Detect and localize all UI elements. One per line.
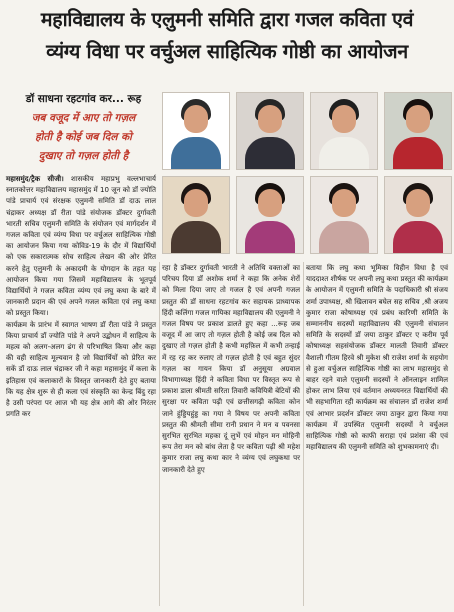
headline-line-1: महाविद्यालय के एलुमनी समिति द्वारा गजल कविता एवं bbox=[40, 8, 414, 31]
column-divider bbox=[303, 262, 304, 606]
portrait-photo bbox=[384, 176, 452, 254]
pull-quote-line-2: जब वजूद में आए तो गज़ल bbox=[31, 112, 136, 124]
portrait-photo bbox=[236, 176, 304, 254]
headline bbox=[6, 4, 448, 68]
pull-quote bbox=[12, 90, 155, 166]
article-column-3: बताया कि लघु कथा भूमिका विहीन विधा है एवं याददाश्त शीर्षक पर अपनी लघु कथा प्रस्तुत की कार्यक्रम के आयोजन में एलुमनी समिति के पदाधिकारी श्री संजय शर्मा उपाध्यक्ष, श्री खिलावन बघेल सह सचिव ,श्री अजय कुमार राजा कोषाध्यक्ष एवं प्रबंध कारिणी समिति के सम्माननीय सदस्यों महाविद्यालय की एलुमनी संचालन समिति के सदस्यों डॉ जया ठाकुर डॉक्टर ए करीम पूर्व कोषाध्यक्ष सहसंयोजक डॉक्टर मालती तिवारी डॉक्टर वैशाली गीतम हिरवे श्री मुकेश श्री राजेश शर्मा के सहयोग से हुआ वर्चुअल साहित्यिक गोष्ठी का लाभ महासमुंद से बाहर रहने वाले एलुमनी सदस्यों ने ऑनलाइन शामिल होकर लाभ लिया एवं वर्तमान अध्ययनरत विद्यार्थियों की भी सहभागिता रही कार्यक्रम का संचालन डॉ राजेश शर्मा एवं आभार प्रदर्शन डॉक्टर जया ठाकुर द्वारा किया गया कार्यक्रम में उपस्थित एलुमनी सदस्यों ने वर्चुअल साहित्यिक गोष्ठी को काफी सराहा एवं प्रशंसा की एवं महाविद्यालय की एलुमनी समिति को शुभकामनाएं दी। bbox=[306, 263, 448, 452]
article-column-1 bbox=[6, 173, 156, 605]
headline-line-2: व्यंग्य विधा पर वर्चुअल साहित्यिक गोष्ठी का आयोजन bbox=[46, 40, 408, 63]
pull-quote-line-3: होती है कोई जब दिल को bbox=[35, 131, 132, 143]
pull-quote-line-1: डॉ साधना रहटगांव कर... रूह bbox=[25, 93, 142, 105]
portrait-photo bbox=[236, 92, 304, 170]
portrait-photo bbox=[310, 92, 378, 170]
column-1-text: शासकीय महाप्रभु वल्लभाचार्य स्नातकोत्तर महाविद्यालय महासमुंद में 10 जून को डॉ ज्योति पांडे प्राचार्य एवं संरक्षक एलुमनी समिति डॉ दाऊ लाल चंद्राकर अध्यक्ष डॉ रीता पांडे संयोजक डॉक्टर दुर्गावती भारती सचिव एलुमनी समिति के संयोजन एवं मार्गदर्शन में गजल कविता एवं व्यंग्य विधा पर वर्चुअल साहित्यिक गोष्ठी का आयोजन किया गया कोविड-19 के दौर में विद्यार्थियों को एक सकारात्मक सोच साहित्य लेखन की ओर प्रेरित करने हेतु एलुमनी के अकादमी के योगदान के तहत यह आयोजन किया गया जिसमें महाविद्यालय के भूतपूर्व विद्यार्थियों ने गजल कविता व्यंग्य एवं लघु कथा के बारे में जानकारी प्रदान की एवं अपने गजल कविता एवं लघु कथा को प्रस्तुत किया। कार्यक्रम के प्रारंभ में स्वागत भाषण डॉ रीता पांडे ने प्रस्तुत किया प्राचार्य डॉ ज्योति पांडे ने अपने उद्बोधन में साहित्य के महत्व को अलग-अलग ढंग से परिभाषित किया और कहा की वही साहित्य मूल्यवान है जो विद्यार्थियों को प्रेरित कर सकें डॉ दाऊ लाल चंद्राकर जी ने कहा महासमुंद में कला के इतिहास एवं कलाकारों के विस्तृत जानकारी देते हुए बताया कि यह क्षेत्र शुरू से ही कला एवं संस्कृति का केन्द्र बिंदु रहा है उसी परंपरा पर आज भी यह क्षेत्र आगे की ओर निरंतर प्रगति कर bbox=[6, 174, 156, 419]
dateline: महासमुंद/ट्रैक सीजी। bbox=[6, 174, 64, 183]
portrait-photo bbox=[310, 176, 378, 254]
portrait-photo bbox=[162, 176, 230, 254]
column-divider bbox=[159, 262, 160, 606]
pull-quote-line-4: दुखाए तो गज़ल होती है bbox=[38, 150, 129, 162]
portrait-photo bbox=[384, 92, 452, 170]
portrait-photo bbox=[162, 92, 230, 170]
portrait-grid bbox=[162, 92, 450, 256]
article-column-2: रहा है डॉक्टर दुर्गावती भारती ने अतिथि वक्ताओं का परिचय दिया डॉ अशोक शर्मा ने कहा कि अनेक शेरों को मिला दिया जाए तो गजल है एवं अपनी गजल प्रस्तुत की डॉ साधना रहटगांव कर सहायक प्राध्यापक हिंदी कलिंगा गजल गायिका महाविद्यालय की एलुमनी ने गजल विषय पर प्रकाश डालते हुए कहा ...रूह जब वजूद में आ जाए तो गज़ल होती है कोई जब दिल को दुखाए तो गज़ल होती है कभी महफ़िल में कभी तन्हाई में रह रह कर रुलाए तो गज़ल होती है एवं बहुत सुंदर गज़ल का गायन किया डॉ अनुसूया अग्रवाल विभागाध्यक्ष हिंदी ने कविता विधा पर विस्तृत रूप से प्रकाश डाला श्रीमती सरिता तिवारी कवियित्री बेटियों की सुरक्षा पर कविता पढ़ी एवं छत्तीसगढ़ी कविता कोन जाने हुंड्डियहुंड्ड का गया ने विषय पर अपनी कविता प्रस्तुत की श्रीमती सीमा रानी प्रधान ने मन व पवनसा सुरभित सुरभित महका दूं लुभें एवं मोहन मन मोहिनी रूप तेरा मन को बांध लेता है पर कविता पढ़ी श्री महेश कुमार राजा लघु कथा कार ने व्यंग्य एवं लघुकथा पर जानकारी देते हुए bbox=[162, 263, 300, 474]
